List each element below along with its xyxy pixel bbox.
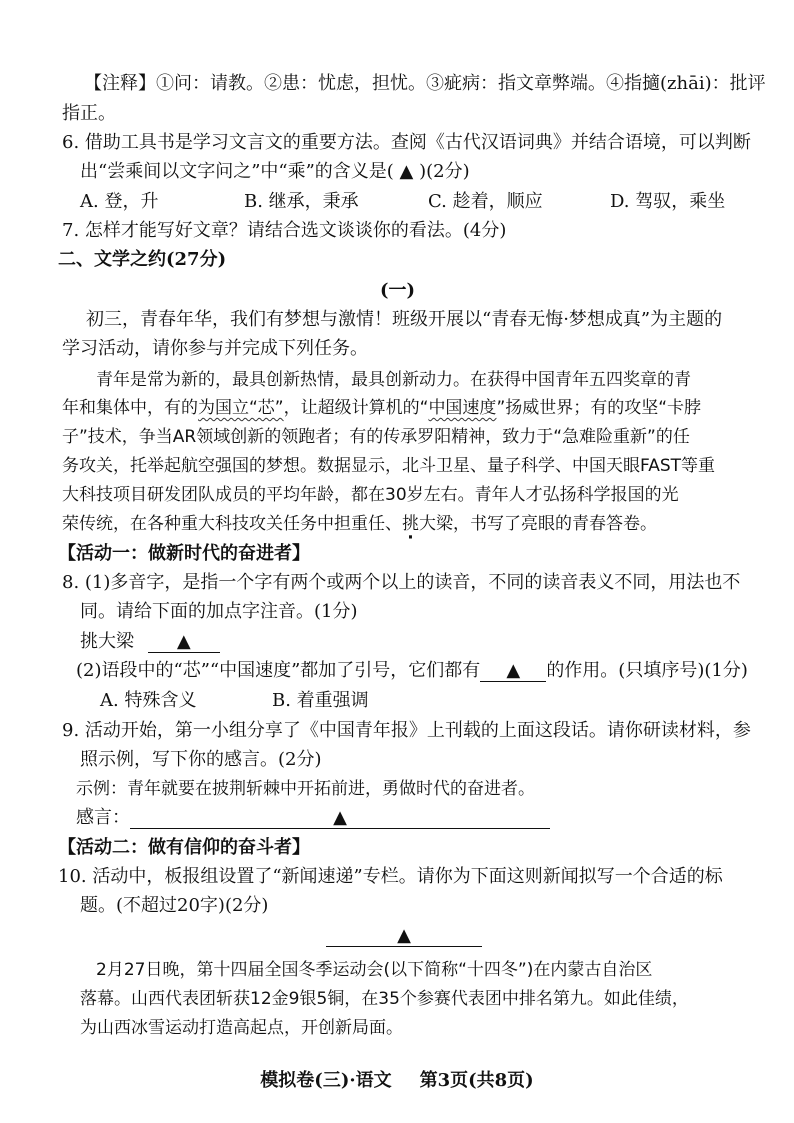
passage-line-6-c: 大梁，书写了亮眼的青春答卷。 [419, 514, 657, 534]
question-8-item [80, 630, 220, 654]
footer-exam-name: 模拟卷(三)·语文 [260, 1070, 392, 1091]
question-9-answer [76, 806, 550, 830]
triangle-mark-icon: ▲ [506, 660, 521, 681]
passage-line-2-c: ，让超级计算机的“ [283, 398, 429, 418]
question-6-option-b: B. 继承，秉承 [244, 191, 359, 212]
triangle-mark-icon: ▲ [176, 631, 191, 652]
question-8-part-2-a: (2)语段中的“芯”“中国速度”都加了引号，它们都有 [76, 660, 481, 681]
passage-line-2-e: ”扬威世界；有的攻坚“卡脖 [496, 398, 702, 418]
activity-2-heading: 【活动二：做有信仰的奋斗者】 [58, 837, 310, 858]
intro-line-1: 初三，青春年华，我们有梦想与激情！班级开展以“青春无悔·梦想成真”为主题的 [86, 309, 723, 330]
question-9-line-1: 9. 活动开始，第一小组分享了《中国青年报》上刊载的上面这段话。请你研读材料，参 [62, 720, 751, 741]
wavy-underline-xin: 为国立“芯” [198, 398, 284, 418]
question-6-option-c: C. 趁着，顺应 [428, 191, 543, 212]
page-footer [0, 1066, 794, 1092]
passage-line-1: 青年是常为新的，最具创新热情，最具创新动力。在获得中国青年五四奖章的青 [96, 370, 691, 390]
intro-line-2: 学习活动，请你参与并完成下列任务。 [62, 338, 368, 359]
question-10-line-1: 10. 活动中，板报组设置了“新闻速递”专栏。请你为下面这则新闻拟写一个合适的标 [58, 866, 723, 887]
activity-1-heading: 【活动一：做新时代的奋进者】 [58, 543, 310, 564]
question-6-line-1: 6. 借助工具书是学习文言文的重要方法。查阅《古代汉语词典》并结合语境，可以判断 [62, 132, 751, 153]
annotation-line-1: 【注释】①问：请教。②患：忧虑，担忧。③疵病：指文章弊端。④指擿(zhāi)：批评 [84, 73, 766, 94]
footer-page-number: 第3页(共8页) [419, 1070, 534, 1091]
answer-blank-pinyin[interactable] [148, 630, 220, 653]
passage-line-6-a: 荣传统，在各种重大科技攻关任务中担重任、 [62, 514, 402, 534]
passage-line-6 [62, 512, 657, 536]
dotted-character: 挑 [402, 514, 419, 534]
question-9-label: 感言： [76, 807, 130, 828]
answer-blank-headline[interactable] [326, 924, 482, 947]
news-line-2: 落幕。山西代表团斩获12金9银5铜，在35个参赛代表团中排名第九。如此佳绩， [80, 989, 689, 1009]
question-8-word: 挑大梁 [80, 631, 134, 652]
question-6-option-d: D. 驾驭，乘坐 [610, 191, 726, 212]
question-6-line-2: 出“尝乘间以文字问之”中“乘”的含义是( ▲ )(2分) [80, 161, 470, 182]
passage-line-4: 务攻关，托举起航空强国的梦想。数据显示，北斗卫星、量子科学、中国天眼FAST等重 [62, 456, 716, 476]
question-9-example: 示例：青年就要在披荆斩棘中开拓前进，勇做时代的奋进者。 [76, 779, 535, 799]
passage-line-5: 大科技项目研发团队成员的平均年龄，都在30岁左右。青年人才弘扬科学报国的光 [62, 485, 679, 505]
headline-answer [326, 924, 482, 948]
question-6-option-a: A. 登，升 [80, 191, 159, 212]
answer-blank-function[interactable] [480, 659, 546, 682]
wavy-underline-china-speed: 中国速度 [428, 398, 497, 418]
question-8-option-b: B. 着重强调 [272, 690, 369, 711]
triangle-mark-icon: ▲ [397, 925, 411, 946]
passage-line-2-a: 年和集体中，有的 [62, 398, 198, 418]
question-10-line-2: 题。(不超过20字)(2分) [80, 895, 269, 916]
question-8-option-a: A. 特殊含义 [100, 690, 197, 711]
triangle-mark-icon: ▲ [333, 807, 347, 828]
news-line-1: 2月27日晚，第十四届全国冬季运动会(以下简称“十四冬”)在内蒙古自治区 [96, 960, 653, 980]
answer-blank-reflection[interactable] [130, 806, 550, 829]
news-line-3: 为山西冰雪运动打造高起点，开创新局面。 [80, 1018, 403, 1038]
section-heading: 二、文学之约(27分) [58, 249, 227, 270]
passage-line-3: 子”技术，争当AR领域创新的领跑者；有的传承罗阳精神，致力于“急难险重新”的任 [62, 427, 690, 447]
question-8-part-2 [76, 659, 748, 683]
part-title: (一) [380, 280, 416, 301]
question-8-part-2-b: 的作用。(只填序号)(1分) [546, 660, 748, 681]
question-8-part-1-line-1: 8. (1)多音字，是指一个字有两个或两个以上的读音，不同的读音表义不同，用法也不 [62, 572, 741, 593]
annotation-line-2: 指正。 [62, 103, 116, 124]
question-9-line-2: 照示例，写下你的感言。(2分) [80, 749, 322, 770]
question-7: 7. 怎样才能写好文章？请结合选文谈谈你的看法。(4分) [62, 220, 507, 241]
passage-line-2 [62, 396, 701, 420]
question-8-part-1-line-2: 同。请给下面的加点字注音。(1分) [80, 601, 358, 622]
